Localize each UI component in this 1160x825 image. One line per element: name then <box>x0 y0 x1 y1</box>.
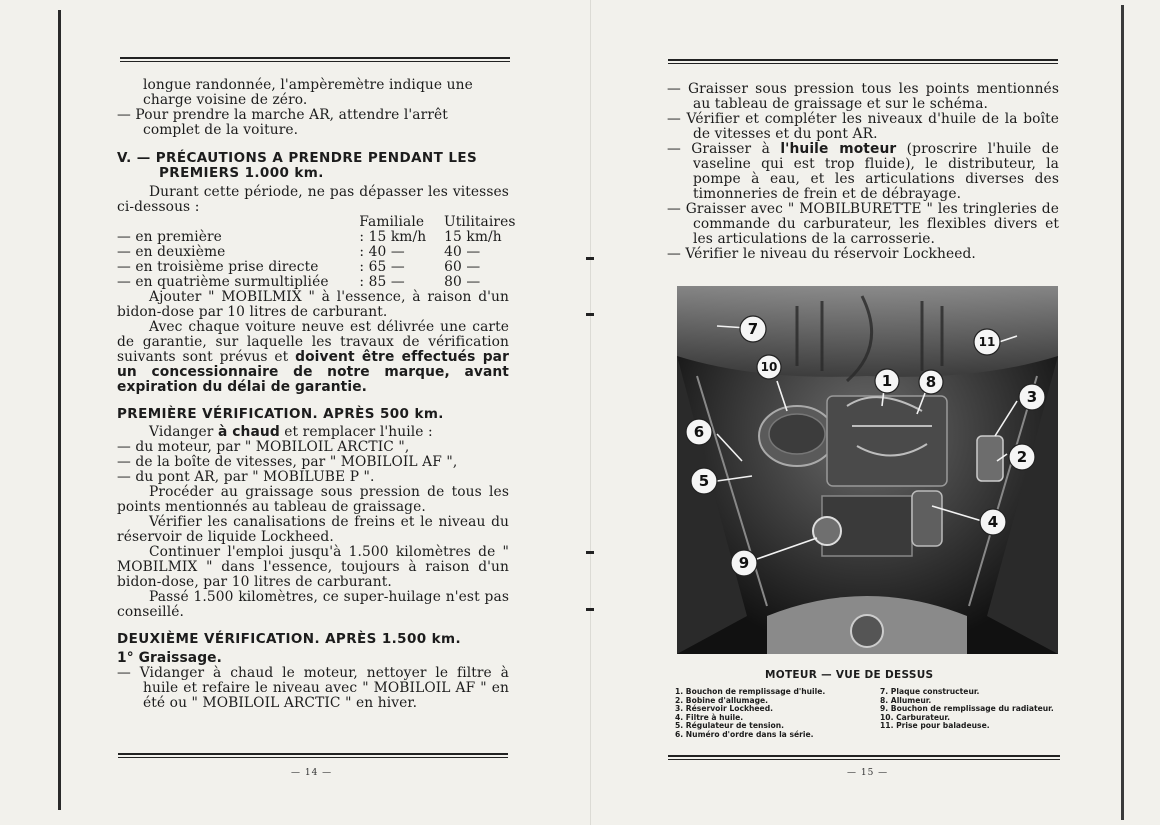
oil-bullet-bold: l'huile moteur <box>780 141 897 157</box>
engine-illustration <box>677 286 1058 654</box>
oil-bullet-text: — Graisser à <box>667 141 781 157</box>
legend-item: 9. Bouchon de remplissage du radiateur. <box>880 704 1054 713</box>
left-page-number: — 14 — <box>291 768 333 778</box>
warranty-bold-text: doivent être effectués par un concessionnaire de notre marque, avant expiration du délai de garantie. <box>117 349 509 395</box>
svg-text:8: 8 <box>925 373 937 391</box>
callout-6 <box>686 419 712 445</box>
right-page-text <box>667 82 1059 262</box>
fold-stitch-mark <box>586 257 594 260</box>
legend-item: 1. Bouchon de remplissage d'huile. <box>675 687 826 696</box>
callout-1 <box>875 369 899 393</box>
fold-stitch-mark <box>586 551 594 554</box>
reverse-gear-bullet: — Pour prendre la marche AR, attendre l'arrêt complet de la voiture. <box>117 107 448 138</box>
callout-2 <box>1009 444 1035 470</box>
legend-item: 6. Numéro d'ordre dans la série. <box>675 729 814 739</box>
svg-text:7: 7 <box>747 320 759 338</box>
greasing-paragraph: Procéder au graissage sous pression de tous les points mentionnés au tableau de graissage. <box>117 484 509 515</box>
fold-stitch-mark <box>586 608 594 611</box>
familiale-value: : 65 — <box>359 259 405 275</box>
legend-item: 5. Régulateur de tension. <box>675 721 785 730</box>
row-label: — en deuxième <box>117 244 226 260</box>
continue-mobilmix-paragraph: Continuer l'emploi jusqu'à 1.500 kilomètres de " MOBILMIX " dans l'essence, toujours à raison d'un bidon-dose, par 10 litres de carburant. <box>117 544 509 590</box>
list-item: — Graisser avec " MOBILBURETTE " les tringleries de commande du carburateur, les flexibles divers et les articulations de la carrosserie. <box>667 201 1059 247</box>
legend-item: 2. Bobine d'allumage. <box>675 695 769 705</box>
callout-7 <box>740 316 766 342</box>
utilitaires-value: 60 — <box>444 259 481 275</box>
svg-text:6: 6 <box>693 423 705 441</box>
list-item: — Vérifier le niveau du réservoir Lockheed. <box>667 246 976 262</box>
header-utilitaires: Utilitaires <box>444 214 516 230</box>
callout-9 <box>731 550 757 576</box>
continued-paragraph: longue randonnée, l'ampèremètre indique une charge voisine de zéro. <box>143 77 473 108</box>
second-check-heading: DEUXIÈME VÉRIFICATION. APRÈS 1.500 km. <box>117 631 462 647</box>
warranty-paragraph <box>117 320 509 395</box>
legend-item: 11. Prise pour baladeuse. <box>880 721 990 730</box>
familiale-value: : 40 — <box>359 244 405 260</box>
engine-photo <box>677 286 1058 654</box>
drain-text: Vidanger <box>149 424 218 440</box>
callout-10 <box>757 355 781 379</box>
table-row <box>117 230 509 245</box>
legend-item: 3. Réservoir Lockheed. <box>675 704 774 713</box>
center-fold <box>590 0 591 825</box>
svg-text:5: 5 <box>698 472 710 490</box>
drain-engine-bullet: — Vidanger à chaud le moteur, nettoyer le filtre à huile et refaire le niveau avec " MOBILOIL AF " en été ou " MOBILOIL ARCTIC " en hiver. <box>117 665 509 711</box>
svg-text:11: 11 <box>978 335 996 349</box>
right-binding-edge <box>1121 5 1124 820</box>
list-item: — du moteur, par " MOBILOIL ARCTIC ", <box>117 439 410 455</box>
table-row <box>117 260 509 275</box>
speed-intro: Durant cette période, ne pas dépasser les vitesses ci-dessous : <box>117 184 509 215</box>
familiale-value: : 15 km/h <box>359 229 427 245</box>
callout-11 <box>974 329 1000 355</box>
legend-left <box>675 688 825 739</box>
legend-item: 7. Plaque constructeur. <box>880 687 980 696</box>
utilitaires-value: 40 — <box>444 244 481 260</box>
svg-text:2: 2 <box>1016 448 1028 466</box>
legend-item: 10. Carburateur. <box>880 712 950 722</box>
drain-bold-text: à chaud <box>217 424 280 440</box>
speed-table-header <box>117 214 516 230</box>
speed-table <box>117 214 516 290</box>
first-check-heading: PREMIÈRE VÉRIFICATION. APRÈS 500 km. <box>117 406 444 422</box>
brake-lines-paragraph: Vérifier les canalisations de freins et le niveau du réservoir de liquide Lockheed. <box>117 514 509 545</box>
svg-text:1: 1 <box>881 372 893 390</box>
list-item: — Vérifier et compléter les niveaux d'huile de la boîte de vitesses et du pont AR. <box>667 111 1059 142</box>
drain-paragraph <box>117 425 509 440</box>
row-label: — en quatrième surmultipliée <box>117 274 329 290</box>
header-familiale: Familiale <box>359 214 425 230</box>
callout-8 <box>919 370 943 394</box>
right-page-number: — 15 — <box>847 768 889 778</box>
callout-3 <box>1019 384 1045 410</box>
mobilmix-paragraph: Ajouter " MOBILMIX " à l'essence, à raison d'un bidon-dose par 10 litres de carburant. <box>117 289 509 320</box>
list-item <box>667 142 1059 202</box>
callout-4 <box>980 509 1006 535</box>
svg-text:3: 3 <box>1026 388 1038 406</box>
svg-text:10: 10 <box>760 360 778 374</box>
familiale-value: : 85 — <box>359 274 405 290</box>
list-item: — de la boîte de vitesses, par " MOBILOIL AF ", <box>117 454 458 470</box>
utilitaires-value: 80 — <box>444 274 481 290</box>
legend-right <box>880 688 1054 731</box>
table-row <box>117 245 509 260</box>
left-bottom-rule <box>118 753 508 758</box>
greasing-subheading: 1° Graissage. <box>117 650 222 666</box>
legend-item: 8. Allumeur. <box>880 695 932 705</box>
svg-text:4: 4 <box>987 513 999 531</box>
row-label: — en troisième prise directe <box>117 259 319 275</box>
left-top-rule <box>120 57 510 62</box>
list-item: — Graisser sous pression tous les points mentionnés au tableau de graissage et sur le schéma. <box>667 81 1059 112</box>
row-label: — en première <box>117 229 222 245</box>
table-row <box>117 275 509 290</box>
list-item: — du pont AR, par " MOBILUBE P ". <box>117 469 375 485</box>
svg-text:9: 9 <box>738 554 750 572</box>
right-top-rule <box>668 59 1058 64</box>
right-bottom-rule <box>668 755 1060 760</box>
figure-caption: MOTEUR — VUE DE DESSUS <box>765 669 934 681</box>
utilitaires-value: 15 km/h <box>444 229 502 245</box>
section-v-heading: V. — PRÉCAUTIONS A PRENDRE PENDANT LES PREMIERS 1.000 km. <box>117 150 478 181</box>
warranty-text: Avec chaque voiture neuve est délivrée une carte de garantie, sur laquelle les travaux de vérification suivants sont prévus et <box>117 319 509 365</box>
past-1500-paragraph: Passé 1.500 kilomètres, ce super-huilage n'est pas conseillé. <box>117 589 509 620</box>
left-binding-edge <box>58 10 61 810</box>
drain-text-end: et remplacer l'huile : <box>279 424 433 440</box>
left-page-text <box>117 77 516 711</box>
callout-5 <box>691 468 717 494</box>
oil-bullet-end: (proscrire l'huile de vaseline qui est trop fluide), le distributeur, la pompe à eau, et les articulations diverses des timonneries de frein et de débrayage. <box>693 141 1059 202</box>
fold-stitch-mark <box>586 313 594 316</box>
legend-item: 4. Filtre à huile. <box>675 712 744 722</box>
